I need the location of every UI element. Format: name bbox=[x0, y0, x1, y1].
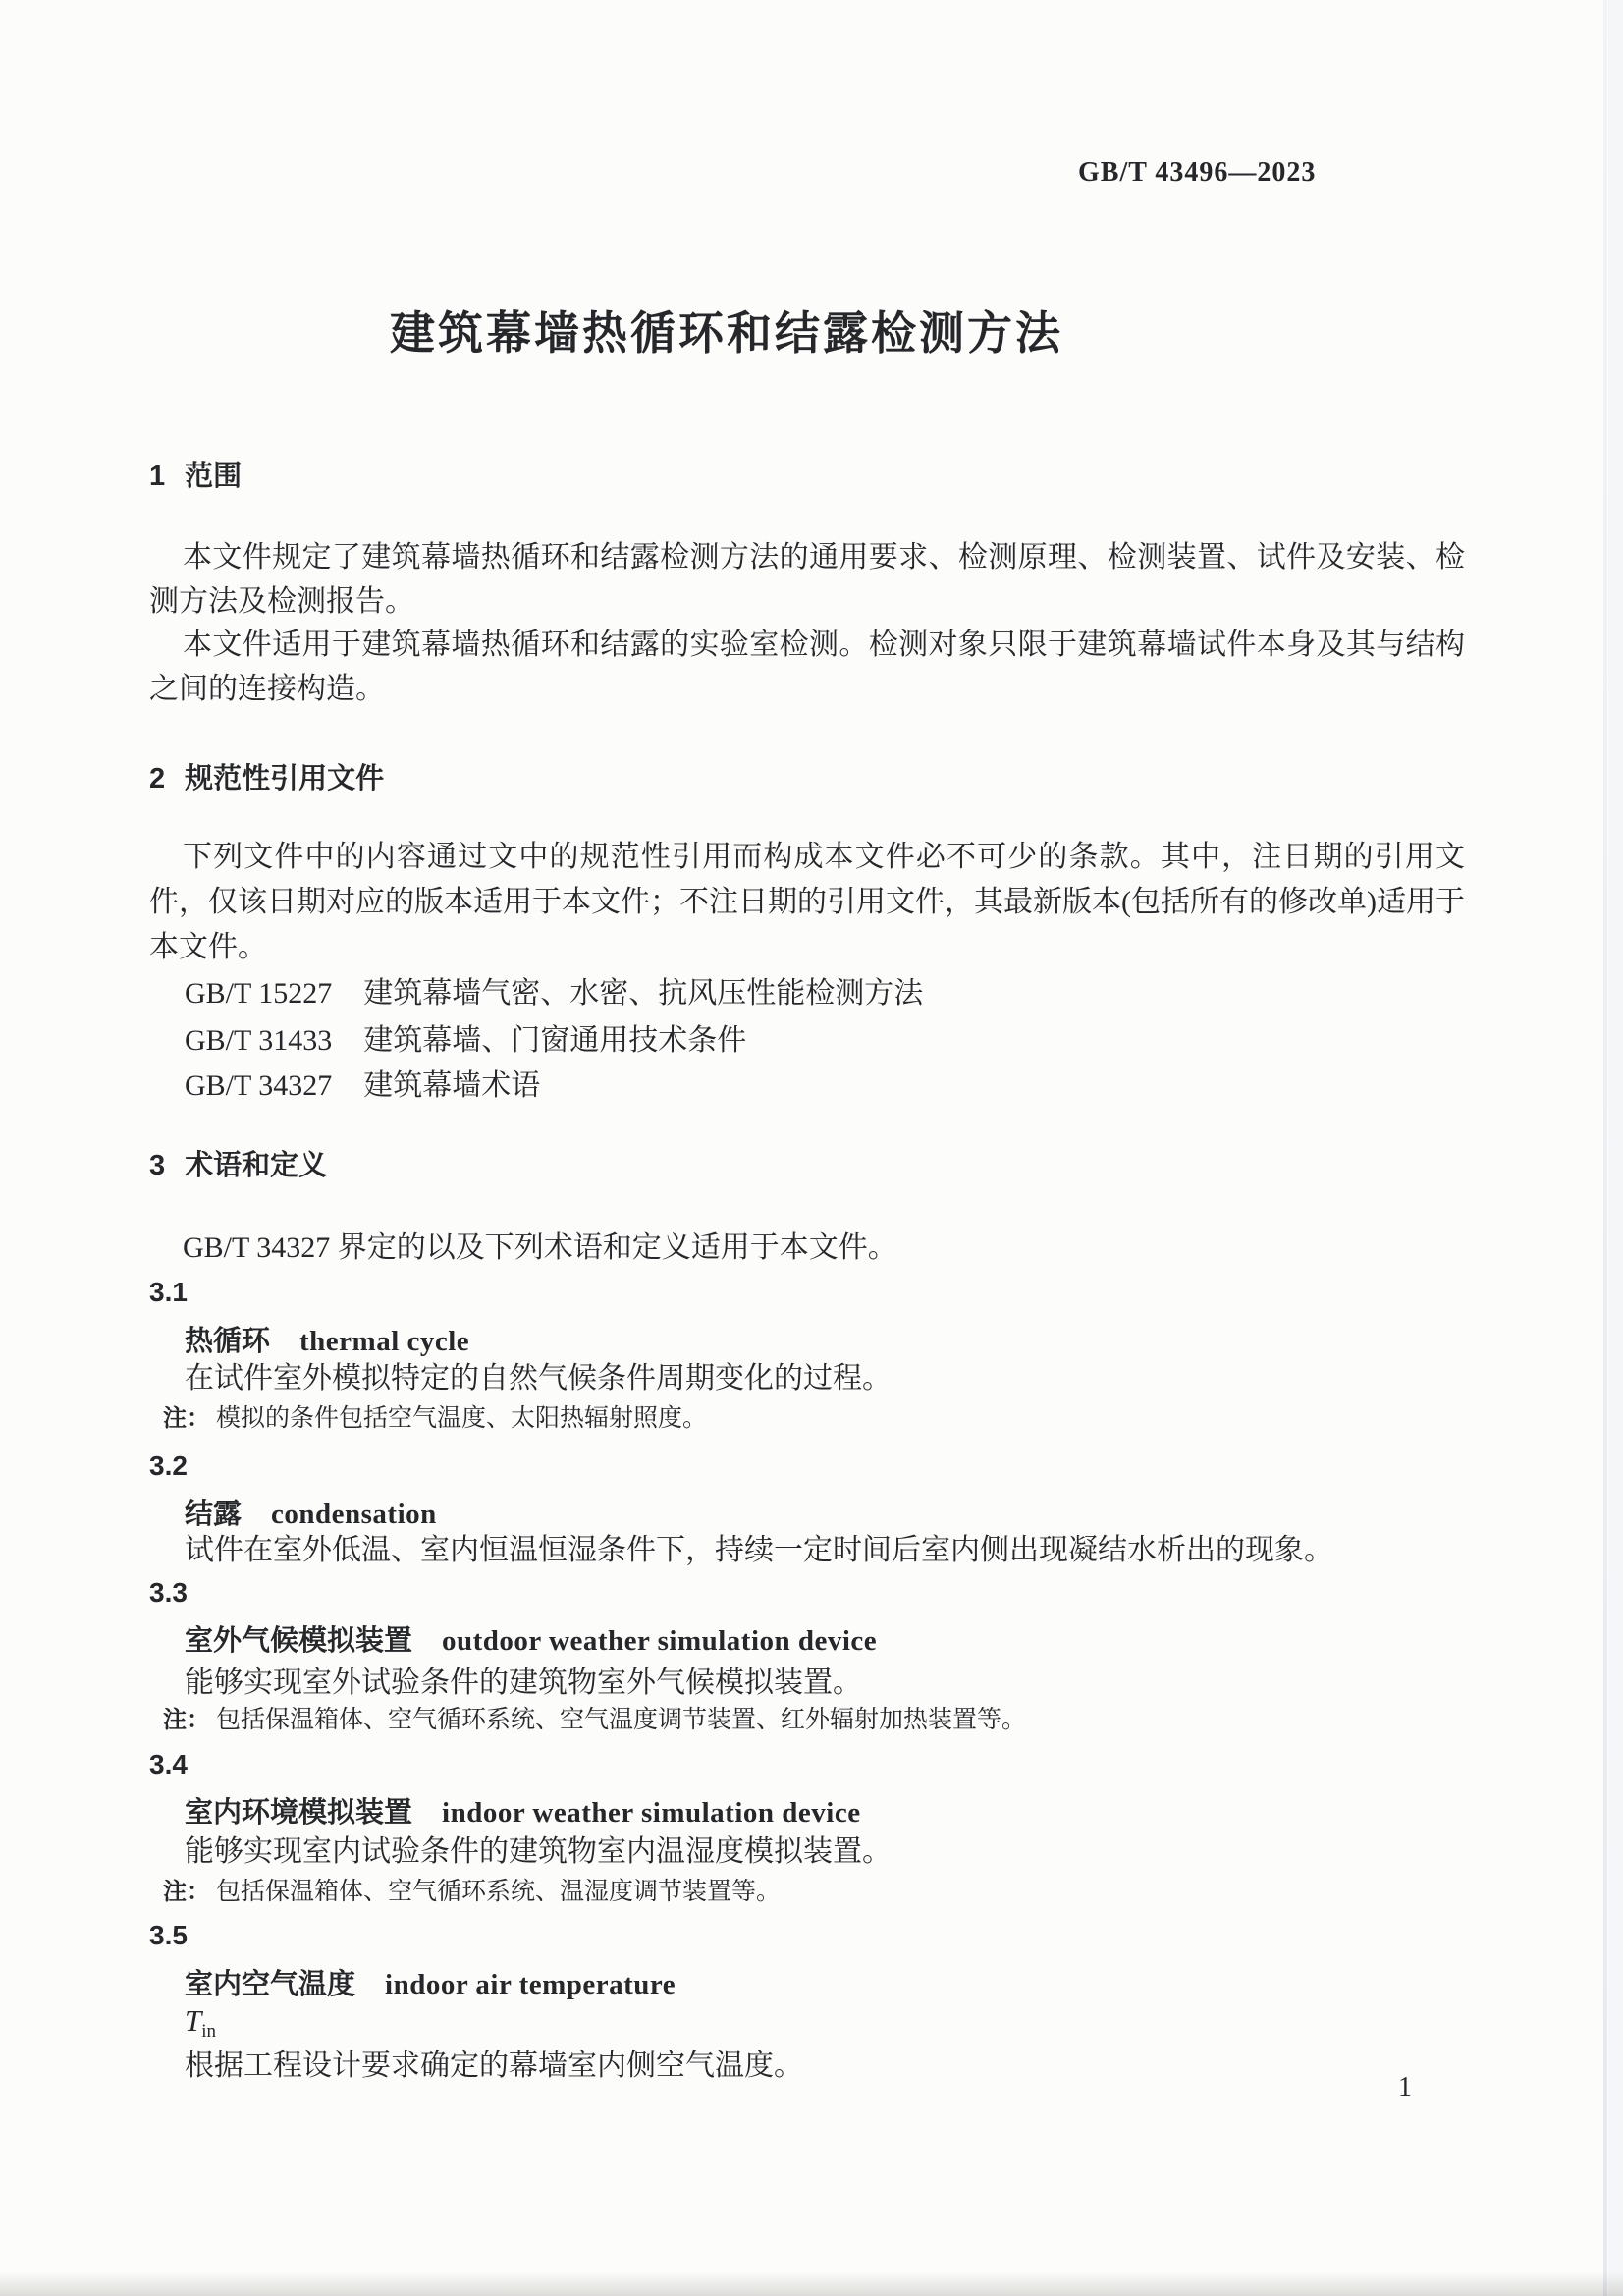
section-3-heading bbox=[149, 1143, 327, 1183]
term-note bbox=[163, 1704, 1469, 1737]
term-zh: 结露 bbox=[185, 1499, 243, 1530]
section-2-label: 规范性引用文件 bbox=[185, 763, 385, 794]
term-en: thermal cycle bbox=[299, 1326, 470, 1357]
section-1-number: 1 bbox=[149, 461, 166, 492]
references-intro: 下列文件中的内容通过文中的规范性引用而构成本文件必不可少的条款。其中，注日期的引用文件，仅该日期对应的版本适用于本文件；不注日期的引用文件，其最新版本(包括所有的修改单)适用于本文件。 bbox=[149, 841, 1465, 963]
term-clause-number: 3.3 bbox=[149, 1577, 188, 1608]
reference-item bbox=[185, 1015, 746, 1059]
document-title: 建筑幕墙热循环和结露检测方法 bbox=[390, 307, 1063, 358]
note-label: 注： bbox=[163, 1405, 210, 1432]
term-en: indoor air temperature bbox=[385, 1969, 676, 2000]
scope-paragraph-1: 本文件规定了建筑幕墙热循环和结露检测方法的通用要求、检测原理、检测装置、试件及安装、检测方法及检测报告。 bbox=[149, 541, 1465, 618]
term-definition: 能够实现室内试验条件的建筑物室内温湿度模拟装置。 bbox=[185, 1835, 892, 1868]
section-3-number: 3 bbox=[149, 1150, 166, 1181]
reference-code: GB/T 15227 bbox=[185, 977, 333, 1010]
scan-right-margin bbox=[1608, 0, 1623, 2296]
reference-item bbox=[185, 968, 923, 1011]
section-1-heading bbox=[149, 454, 242, 494]
reference-title: 建筑幕墙、门窗通用技术条件 bbox=[363, 1024, 747, 1057]
note-text: 模拟的条件包括空气温度、太阳热辐射照度。 bbox=[216, 1405, 708, 1432]
term-note bbox=[163, 1876, 1469, 1909]
symbol-main: T bbox=[185, 2003, 202, 2038]
term-definition: 试件在室外低温、室内恒温恒湿条件下，持续一定时间后室内侧出现凝结水析出的现象。 bbox=[185, 1534, 1333, 1566]
scan-page-edge-line bbox=[1603, 0, 1607, 2296]
note-text: 包括保温箱体、空气循环系统、温湿度调节装置等。 bbox=[216, 1879, 782, 1905]
term-en: condensation bbox=[271, 1499, 437, 1530]
section-2-number: 2 bbox=[149, 763, 166, 794]
section-3-label: 术语和定义 bbox=[185, 1150, 328, 1181]
term-clause-number: 3.2 bbox=[149, 1450, 188, 1481]
term-note bbox=[163, 1402, 1469, 1436]
term-zh: 热循环 bbox=[185, 1326, 271, 1357]
term-clause-number: 3.1 bbox=[149, 1277, 188, 1307]
scope-paragraph-2: 本文件适用于建筑幕墙热循环和结露的实验室检测。检测对象只限于建筑幕墙试件本身及其与结构之间的连接构造。 bbox=[149, 629, 1465, 705]
note-label: 注： bbox=[163, 1879, 210, 1905]
term-zh: 室外气候模拟装置 bbox=[185, 1625, 413, 1657]
scan-bottom-shadow bbox=[0, 2272, 1623, 2296]
reference-title: 建筑幕墙气密、水密、抗风压性能检测方法 bbox=[363, 977, 924, 1010]
term-clause-number: 3.4 bbox=[149, 1749, 188, 1779]
term-clause-number: 3.5 bbox=[149, 1920, 188, 1950]
term-symbol bbox=[185, 2003, 216, 2043]
note-label: 注： bbox=[163, 1707, 210, 1733]
term-definition: 在试件室外模拟特定的自然气候条件周期变化的过程。 bbox=[185, 1362, 892, 1394]
section-2-heading bbox=[149, 756, 384, 796]
terms-intro: GB/T 34327 界定的以及下列术语和定义适用于本文件。 bbox=[183, 1231, 897, 1264]
note-text: 包括保温箱体、空气循环系统、空气温度调节装置、红外辐射加热装置等。 bbox=[216, 1707, 1027, 1733]
standard-code: GB/T 43496—2023 bbox=[1078, 157, 1317, 188]
term-title bbox=[185, 1492, 437, 1532]
reference-code: GB/T 31433 bbox=[185, 1024, 333, 1057]
term-definition: 能够实现室外试验条件的建筑物室外气候模拟装置。 bbox=[185, 1667, 862, 1699]
term-definition: 根据工程设计要求确定的幕墙室内侧空气温度。 bbox=[185, 2050, 803, 2082]
term-en: indoor weather simulation device bbox=[442, 1797, 861, 1829]
term-title bbox=[185, 1618, 877, 1659]
term-en: outdoor weather simulation device bbox=[442, 1625, 878, 1657]
term-title bbox=[185, 1319, 469, 1359]
term-zh: 室内空气温度 bbox=[185, 1969, 356, 2000]
page-number: 1 bbox=[1398, 2072, 1412, 2103]
term-title bbox=[185, 1790, 861, 1831]
reference-item bbox=[185, 1061, 540, 1104]
section-1-label: 范围 bbox=[185, 461, 243, 492]
term-zh: 室内环境模拟装置 bbox=[185, 1797, 413, 1829]
reference-code: GB/T 34327 bbox=[185, 1069, 333, 1102]
reference-title: 建筑幕墙术语 bbox=[363, 1069, 541, 1102]
symbol-subscript: in bbox=[201, 2021, 217, 2042]
term-title bbox=[185, 1962, 676, 2002]
